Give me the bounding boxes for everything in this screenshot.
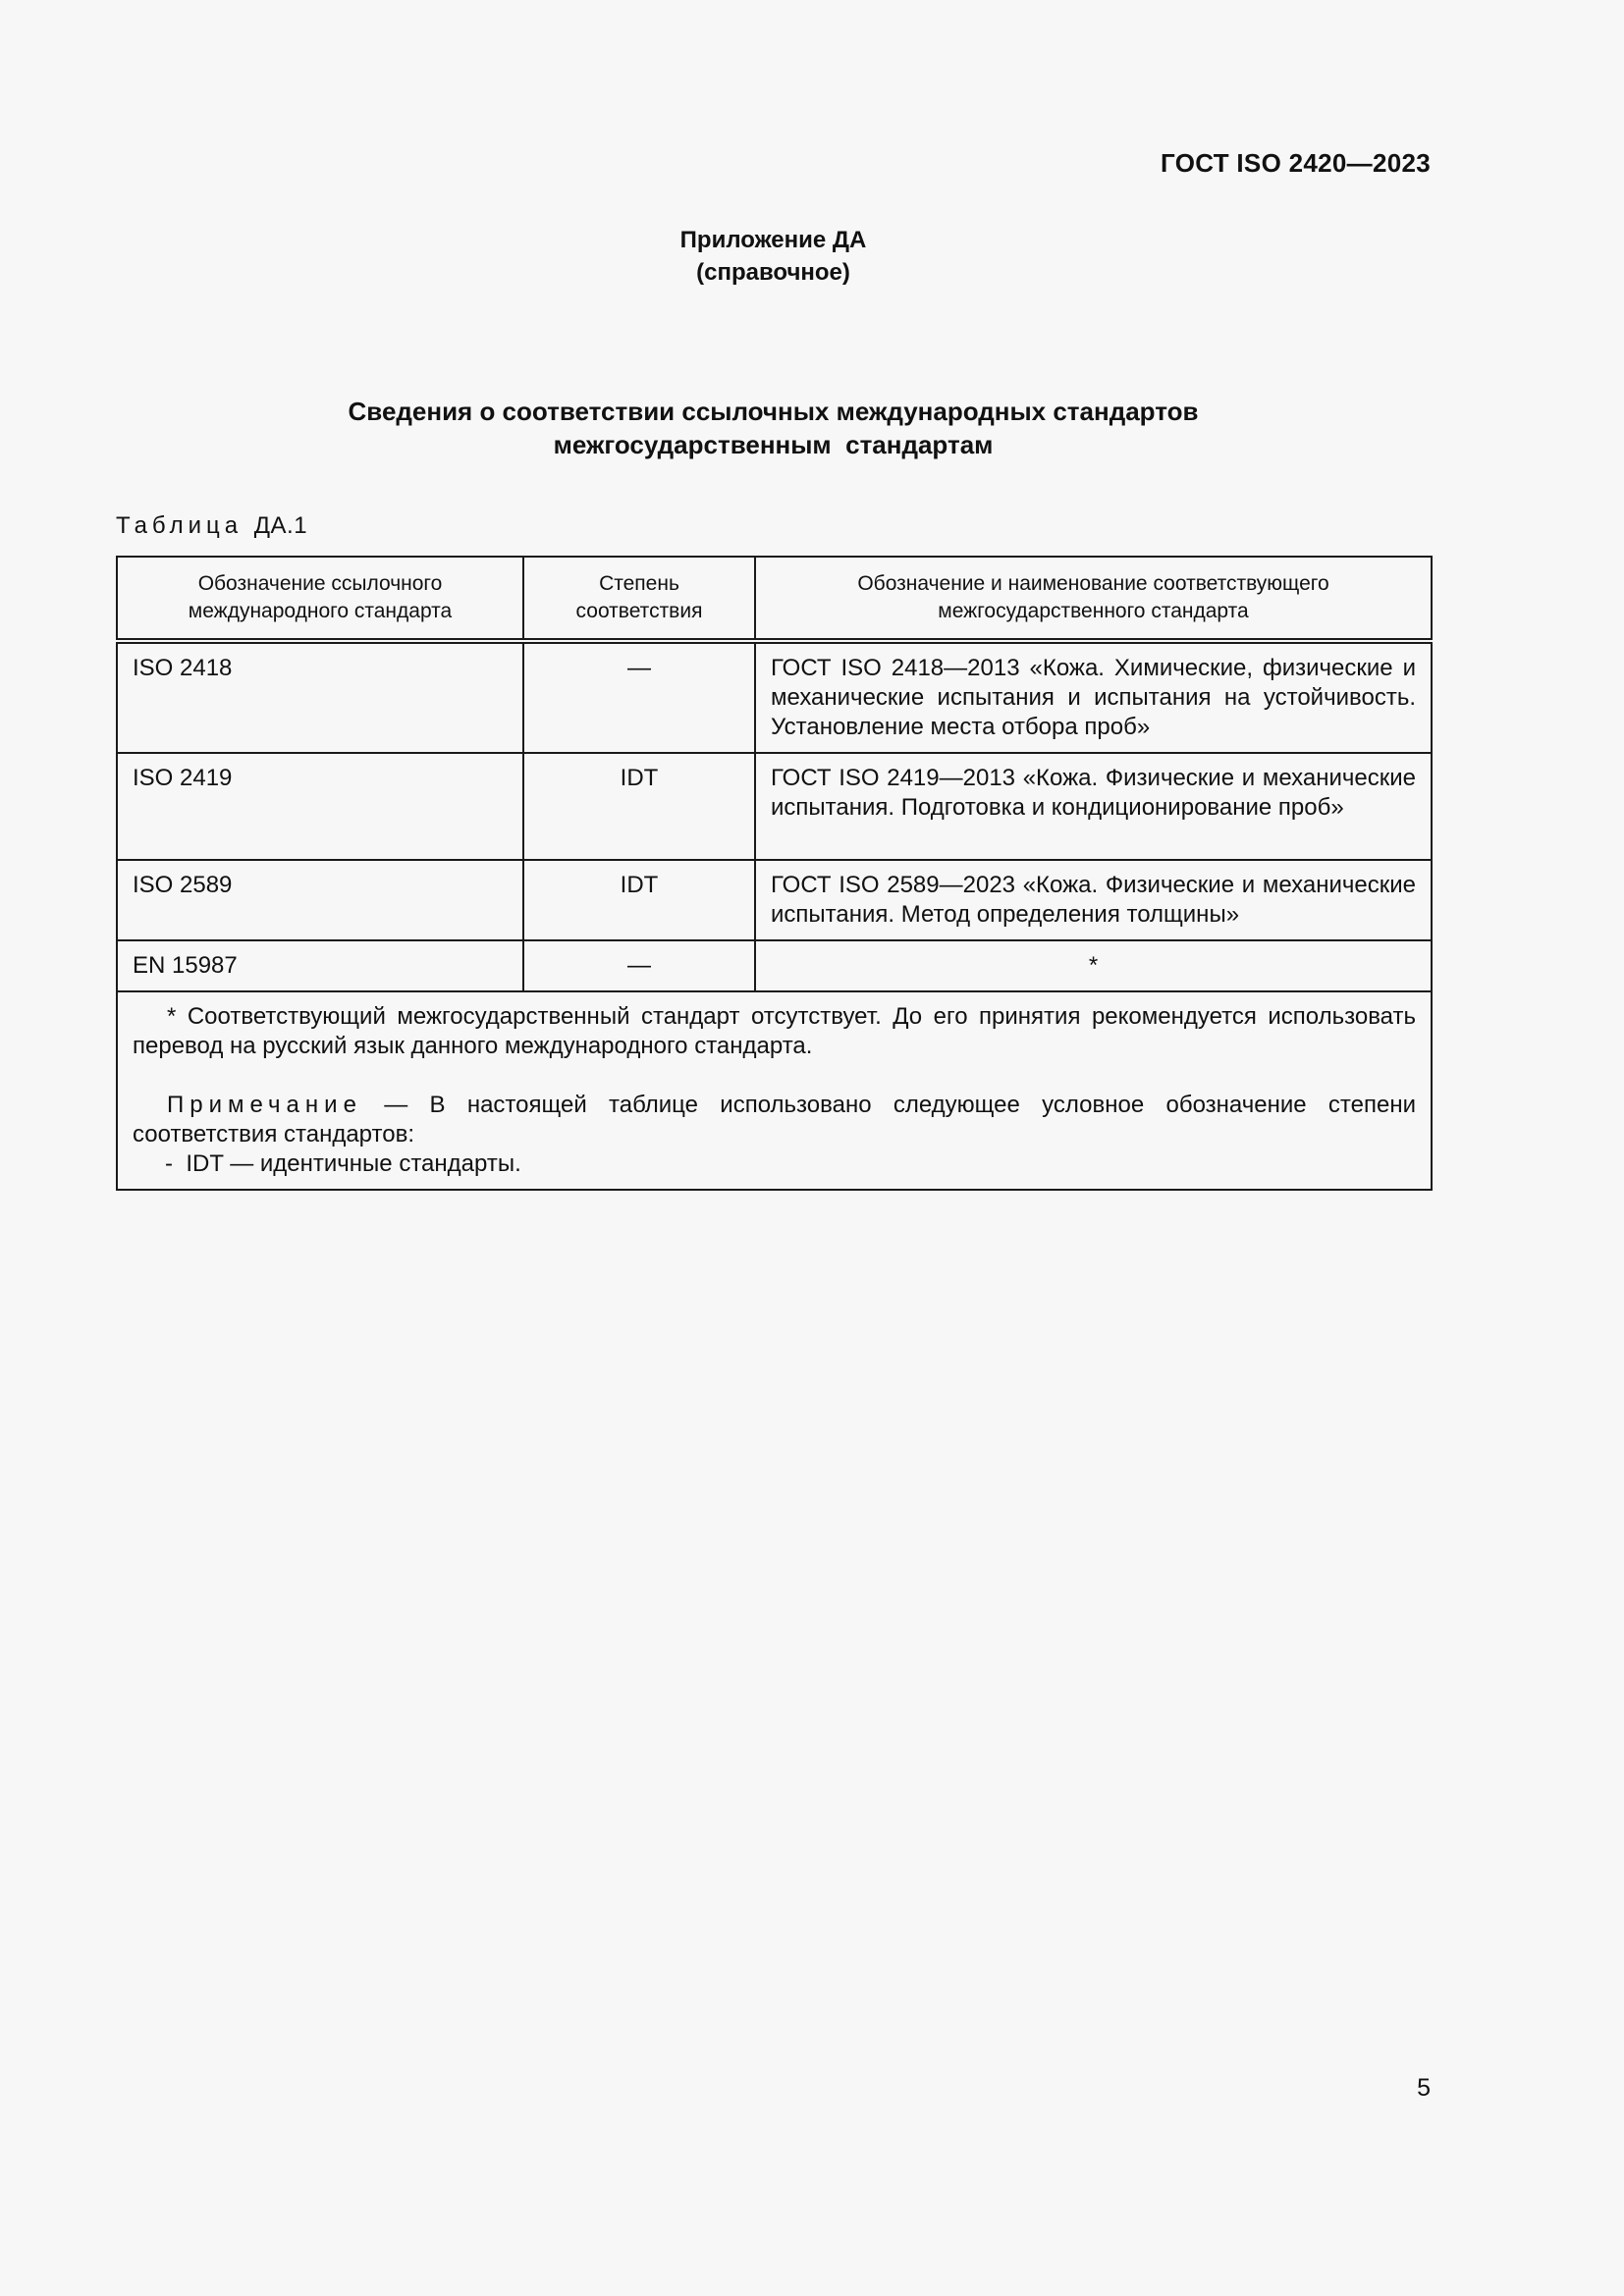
appendix-heading bbox=[0, 224, 1546, 289]
note-item: - IDT — идентичные стандарты. bbox=[165, 1150, 521, 1177]
correspondence-table bbox=[116, 556, 1433, 1191]
table-row bbox=[117, 940, 1432, 991]
table-caption-number: ДА.1 bbox=[253, 512, 308, 539]
page-number: 5 bbox=[1417, 2074, 1431, 2102]
cell-degree: — bbox=[523, 940, 755, 991]
section-title bbox=[0, 395, 1546, 461]
appendix-title: Приложение ДА bbox=[679, 227, 867, 253]
note-text: — В настоящей таблице использовано следующее условное обозначение степени соответствия стандартов: bbox=[133, 1092, 1416, 1148]
cell-degree: IDT bbox=[523, 860, 755, 940]
appendix-subtitle: (справочное) bbox=[696, 259, 850, 286]
cell-ref: EN 15987 bbox=[117, 940, 523, 991]
cell-title: * bbox=[755, 940, 1432, 991]
header-reference-standard: Обозначение ссылочного международного стандарта bbox=[117, 557, 523, 641]
table-caption-label: Таблица bbox=[116, 512, 244, 539]
section-title-line-2: межгосударственным стандартам bbox=[553, 430, 994, 459]
cell-title: ГОСТ ISO 2419—2013 «Кожа. Физические и механические испытания. Подготовка и кондиционирование проб» bbox=[755, 753, 1432, 860]
cell-ref: ISO 2418 bbox=[117, 641, 523, 753]
cell-degree: IDT bbox=[523, 753, 755, 860]
note-paragraph bbox=[133, 1091, 1416, 1149]
table-row bbox=[117, 753, 1432, 860]
header-interstate-standard: Обозначение и наименование соответствующего межгосударственного стандарта bbox=[755, 557, 1432, 641]
note-label: Примечание bbox=[167, 1092, 362, 1118]
table-row bbox=[117, 641, 1432, 753]
table-footnote-row bbox=[117, 991, 1432, 1190]
header-degree: Степень соответствия bbox=[523, 557, 755, 641]
section-title-line-1: Сведения о соответствии ссылочных международных стандартов bbox=[348, 397, 1199, 426]
cell-title: ГОСТ ISO 2589—2023 «Кожа. Физические и механические испытания. Метод определения толщины» bbox=[755, 860, 1432, 940]
table-header-row bbox=[117, 557, 1432, 641]
cell-title: ГОСТ ISO 2418—2013 «Кожа. Химические, физические и механические испытания и испытания на устойчивость. Установление места отбора проб» bbox=[755, 641, 1432, 753]
cell-degree: — bbox=[523, 641, 755, 753]
table-caption bbox=[116, 512, 307, 540]
table-row bbox=[117, 860, 1432, 940]
cell-ref: ISO 2589 bbox=[117, 860, 523, 940]
footnote-text: * Соответствующий межгосударственный стандарт отсутствует. До его принятия рекомендуется использовать перевод на русский язык данного международного стандарта. bbox=[133, 1003, 1416, 1059]
document-code: ГОСТ ISO 2420—2023 bbox=[1161, 148, 1431, 178]
cell-ref: ISO 2419 bbox=[117, 753, 523, 860]
table-footnote bbox=[117, 991, 1432, 1190]
